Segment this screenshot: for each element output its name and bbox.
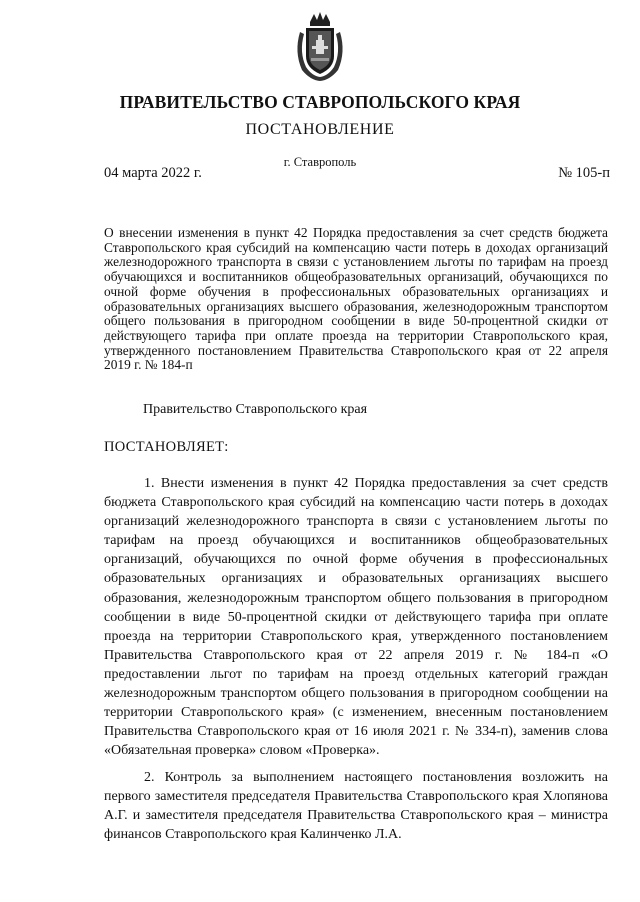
paragraph-2: 2. Контроль за выполнением настоящего постановления возложить на первого заместителя председателя Правительства Ставропольского края Хлопянова А.Г. и заместителя председателя Правительства Ставропольского края – министра финансов Ставропольского края Калинченко Л.А. xyxy=(104,770,608,843)
government-name: ПРАВИТЕЛЬСТВО СТАВРОПОЛЬСКОГО КРАЯ xyxy=(119,92,521,112)
document-subject: О внесении изменения в пункт 42 Порядка предоставления за счет средств бюджета Ставропольского края субсидий на компенсацию части потерь в доходах организаций железнодорожного транспорта в связи с установлением льготы по тарифам на проезд обучающихся и воспитанников общеобразовательных организаций, обучающихся по очной форме обучения в профессиональных образовательных организациях и образовательных организациях высшего образования, железнодорожным транспортом общего пользования в пригородном сообщении в виде 50-процентной скидки от действующего тарифа при оплате проезда на территории Ставропольского края, утвержденного постановлением Правительства Ставропольского края от 22 апреля 2019 г. № 184-п xyxy=(104,225,608,373)
city-label: г. Ставрополь xyxy=(283,155,357,169)
coat-of-arms-icon xyxy=(292,12,348,82)
document-number: № 105-п xyxy=(558,165,610,181)
decree-heading: ПОСТАНОВЛЯЕТ: xyxy=(104,439,229,455)
document-type: ПОСТАНОВЛЕНИЕ xyxy=(245,121,395,138)
document-date: 04 марта 2022 г. xyxy=(104,165,202,181)
paragraph-1: 1. Внести изменения в пункт 42 Порядка предоставления за счет средств бюджета Ставропольского края субсидий на компенсацию части потерь в доходах организаций железнодорожного транспорта в связи с установлением льготы по тарифам на проезд обучающихся и воспитанников общеобразовательных организаций, обучающихся по очной форме обучения в профессиональных образовательных организациях и образовательных организациях высшего образования, железнодорожным транспортом общего пользования в пригородном сообщении в виде 50-процентной скидки от действующего тарифа при оплате проезда на территории Ставропольского края, утвержденного постановлением Правительства Ставропольского края от 22 апреля 2019 г. № 184-п «О предоставлении льгот по тарифам на проезд отдельных категорий граждан железнодорожным транспортом общего пользования в пригородном сообщении на территории Ставропольского края» (с изменением, внесенным постановлением Правительства Ставропольского края от 16 июля 2021 г. № 334-п), заменив слова «Обязательная проверка» словом «Проверка». xyxy=(104,476,608,759)
preamble: Правительство Ставропольского края xyxy=(143,402,368,417)
